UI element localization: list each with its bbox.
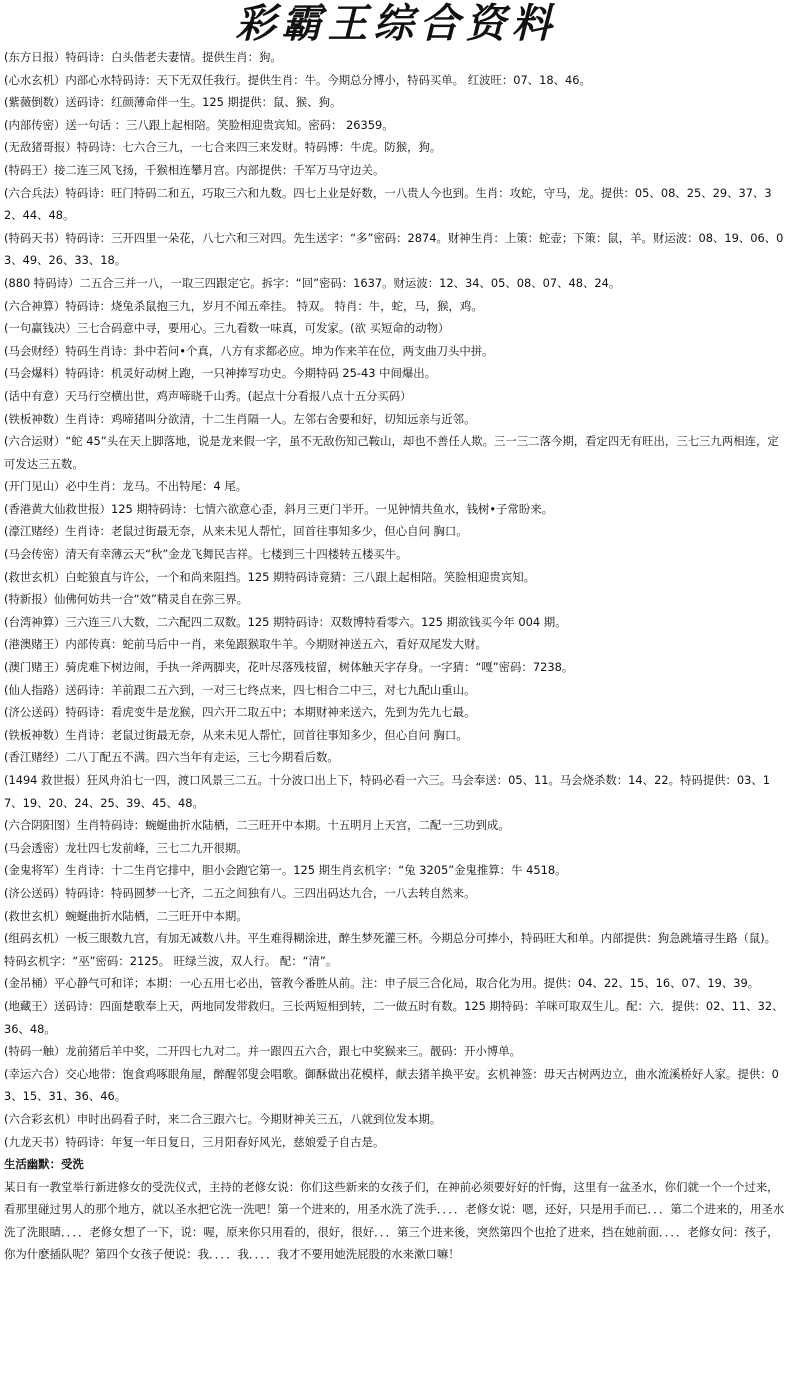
list-item: (地藏王）送码诗：四面楚歌奉上天，两地同发带救归。三长两短相到转，二一做五时有数。125 期特码：羊咪可取双生儿。配：六．提供：02、11、32、36、48。 (4, 998, 784, 1036)
list-item: (济公送码）特码诗：看虎变牛是龙猴，四六开二取五中；本期财神来送六，先到为先九七最。 (4, 705, 476, 720)
list-item: (特码王）接二连三风飞扬，千猴相连攀月宫。内部提供：千军万马守边关。 (4, 162, 385, 177)
list-item: (心水玄机）内部心水特码诗：天下无双任我行。提供生肖：牛。今期总分博小，特码买单。 红波旺：07、18、46。 (4, 72, 591, 87)
list-item: (马会财经）特码生肖诗：卦中若问•个真，八方有求都必应。坤为作来羊在位，两支曲刀头中拼。 (4, 343, 494, 358)
list-item: (特码天书）特码诗：三开四里一朵花，八七六和三对四。先生送字：“多”密码：2874。财神生肖：上策：蛇壶；下策：鼠，羊。财运波：08、19、06、03、49、26、33、18。 (4, 230, 784, 268)
list-item: (台湾神算）三六连三八大数，二六配四二双数。125 期特码诗：双数博特看零六。125 期欲钱买今年 004 期。 (4, 614, 567, 629)
list-item: (内部传密）送一句话 ：三八跟上起相陪。笑脸相迎贵宾知。密码： 26359。 (4, 117, 394, 132)
list-item: (紫薇倒数）送码诗：红颜薄命伴一生。125 期提供：鼠、猴、狗。 (4, 95, 342, 110)
list-item: (幸运六合）交心地带：饱食鸡啄眼角屋，醉醒邻叟会唱歌。御酥做出花模样，献去猪羊换平安。玄机神签：毋天古树两边立，曲水流溪桥好人家。提供：03、15、31、36、46。 (4, 1066, 779, 1104)
list-item: (特码一触）龙前猪后羊中奖，二开四七九对二。并一跟四五六合，跟七中奖猴来三。靓码：开小博单。 (4, 1044, 522, 1059)
list-item: (组码玄机）一板三眼数九宫，有加无减数八井。平生难得糊涂进，醉生梦死灌三杯。今期总分可捧小，特码旺大和单。内部提供：狗急跳墙寻生路（鼠)。特码玄机字：“巫”密码：2125。 旺绿兰波，双人行。 配：“清”。 (4, 931, 777, 968)
list-item: (金鬼将军）生肖诗：十二生肖它排中，胆小会跑它第一。125 期生肖玄机字：“兔 3205”金鬼推算：牛 4518。 (4, 863, 567, 878)
list-item: (东方日报）特码诗：白头偕老夫妻情。提供生肖：狗。 (4, 50, 282, 64)
list-item: (六合彩玄机）申时出码看子时，来二合三跟六七。今期财神关三五，八就到位发本期。 (4, 1111, 442, 1126)
list-item: (无敌猪哥报）特码诗：七六合三九，一七合来四三来发财。特码博：牛虎。防猴，狗。 (4, 140, 442, 155)
list-item: (一句赢钱决）三七合码意中寻，要用心。三九看数一味真，可发家。(欲 买短命的动物） (4, 321, 450, 336)
list-item: (六合神算）特码诗：烧兔杀鼠抱三九，岁月不闻五牵挂。 特双。 特肖：牛，蛇，马，猴，鸡。 (4, 298, 483, 313)
list-item: (特新报）仙佛何妨共一合“效”精灵自在弥三界。 (4, 592, 249, 607)
list-item: (铁板神数）生肖诗：老鼠过街最无奈，从来未见人帮忙，回首往事知多少，但心自问 胸口。 (4, 727, 468, 742)
list-item: (港澳赌王）内部传真：蛇前马后中一肖，来兔跟猴取牛羊。今期财神送五六，看好双尾发大财。 (4, 637, 487, 652)
list-item: (1494 救世报）狂风舟泊七一四，渡口风景三二五。十分波口出上下，特码必看一六三。马会奉送：05、11。马会烧杀数：14、22。特码提供：03、17、19、20、24、25、39、45、48。 (4, 773, 771, 810)
page-title: 彩霸王综合资料 (235, 1, 558, 47)
list-item: (六合阴阳图）生肖特码诗：蜿蜒曲折水陆栖，二三旺开中本期。十五明月上天宫，二配一三功到成。 (4, 818, 510, 833)
list-item: (濠江赌经）生肖诗：老鼠过街最无奈，从来未见人帮忙，回首往事知多少，但心自问 胸口。 (4, 524, 468, 539)
list-item: (救世玄机）蜿蜒曲折水陆栖，二三旺开中本期。 (4, 908, 248, 923)
list-item: (880 特码诗）二五合三并一八，一取三四跟定它。拆字：“回”密码：1637。财运波：12、34、05、08、07、48、24。 (4, 275, 621, 290)
list-item: (铁板神数）生肖诗：鸡啼猪叫分欲清，十二生肖隔一人。左邻右舍要和好，切知远亲与近邻。 (4, 411, 476, 426)
info-list (4, 46, 786, 1266)
list-item: (金吊桶）平心静气可和详；本期：一心五用七必出，管教今番胜从前。注：申子辰三合化局，取合化为用。提供：04、22、15、16、07、19、39。 (4, 976, 760, 991)
list-item: (澳门赌王）骑虎难下树边闹，手执一斧两脚夹，花叶尽落残枝留，树体触天字存身。一字猜：“嘎”密码：7238。 (4, 660, 574, 675)
list-item: (话中有意）天马行空横出世，鸡声啼晓千山秀。(起点十分看报八点十五分买码） (4, 388, 412, 403)
list-item: (济公送码）特码诗：特码圆梦一七齐，二五之间独有八。三四出码达九合，一八去转自然来。 (4, 885, 476, 900)
list-item: (救世玄机）白蛇狼直与许公，一个和尚来阻挡。125 期特码诗竟猜：三八跟上起相陪。笑脸相迎贵宾知。 (4, 569, 535, 584)
list-item: (仙人指路）送码诗：羊前跟二五六到，一对三七终点来，四七相合二中三，对七九配山重山。 (4, 682, 476, 697)
list-item: (香江赌经）二八丁配五不满。四六当年有走运，三七今期看后数。 (4, 750, 339, 765)
humor-story: 某日有一教堂举行新进修女的受洗仪式，主持的老修女说：你们这些新来的女孩子们，在神前必须要好好的忏悔，这里有一盆圣水，你们就一个一个过来，看那里碰过男人的那个地方，就以圣水把它洗一洗吧！第一个进来的，用圣水洗了洗手．．．．老修女说：嗯，还好，只是用手而已．．．第二个进来的，用圣水洗了洗眼睛．．．．老修女想了一下，说：喔，原来你只用看的，很好，很好．．．第三个进来後，突然第四个也抢了进来，挡在她前面．．．．老修女问：孩子，你为什麽插队呢？第四个女孩子便说：我．．．．我．．．．我才不要用她洗屁股的水来漱口嘛！ (4, 1179, 785, 1262)
list-item: (九龙天书）特码诗：年复一年日复日，三月阳春好风光，慈娘爱子自古是。 (4, 1134, 385, 1149)
list-item: (开门见山）必中生肖：龙马。不出特尾：4 尾。 (4, 479, 248, 494)
list-item: (马会爆料）特码诗：机灵好动树上跑，一只神捧写功史。今期特码 25-43 中间爆出。 (4, 366, 437, 381)
list-item: (马会传密）清天有幸薄云天“秋”金龙飞舞民吉祥。七楼到三十四楼转五楼买牛。 (4, 547, 408, 562)
list-item: (六合运财）“蛇 45”头在天上脚落地，说是龙来假一字，虽不无敌伤知己鞍山，却也不善任人欺。三一三二落今期，看定四无有旺出，三七三九两相连，定可发达三五数。 (4, 434, 779, 471)
list-item: (马会透密）龙壮四七发前峰，三七二九开很期。 (4, 840, 248, 855)
list-item: (六合兵法）特码诗：旺门特码二和五，巧取三六和九数。四七上业是好数，一八贵人今也到。生肖：攻蛇，守马，龙。提供：05、08、25、29、37、32、44、48。 (4, 185, 772, 223)
humor-heading: 生活幽默：受洗 (4, 1157, 84, 1172)
list-item: (香港黄大仙救世报）125 期特码诗：七情六欲意心歪，斜月三更门半开。一见钟情共鱼水，钱树•子常盼来。 (4, 501, 554, 516)
